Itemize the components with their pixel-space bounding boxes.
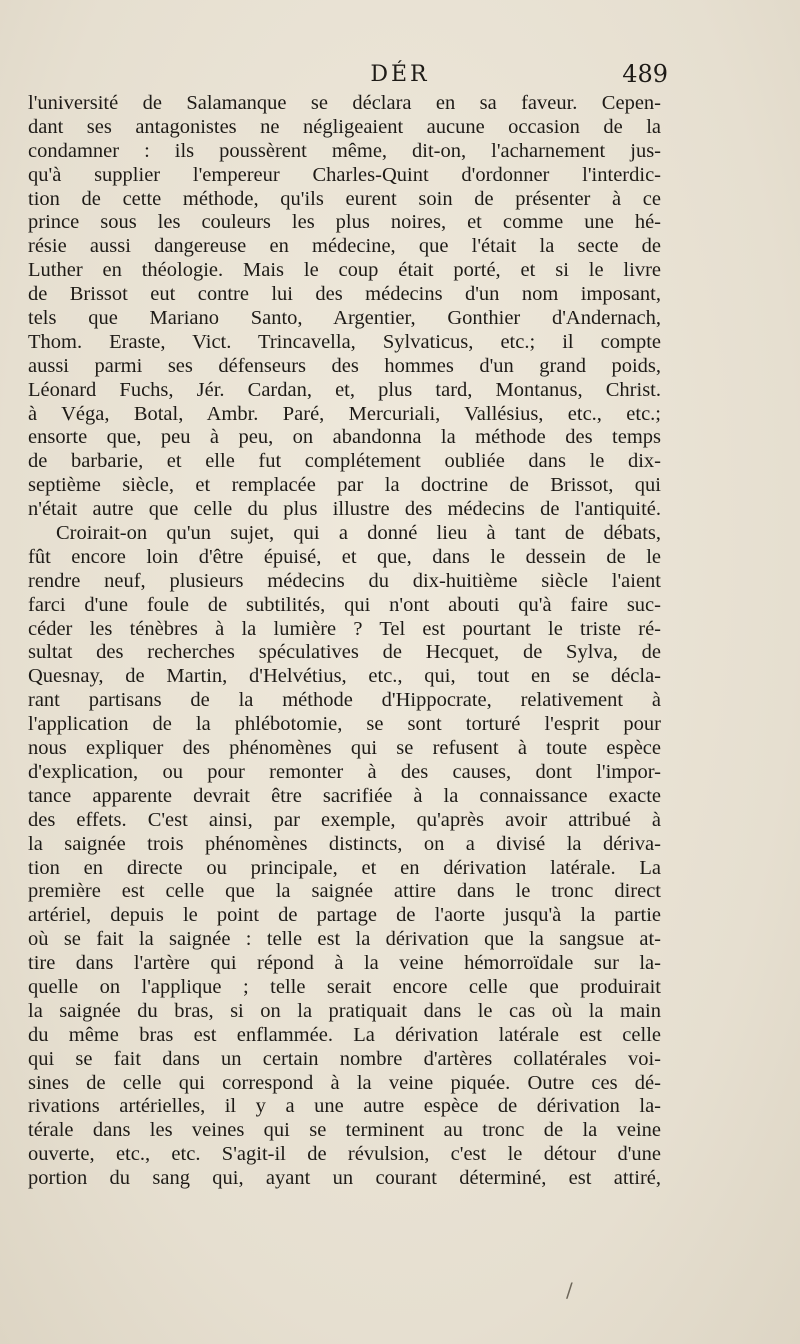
text-line: tels que Mariano Santo, Argentier, Gonthier d'Andernach, bbox=[28, 307, 661, 330]
text-line: aussi parmi ses défenseurs des hommes d'un grand poids, bbox=[28, 354, 661, 377]
footer-mark: / bbox=[566, 1278, 573, 1302]
page-number: 489 bbox=[622, 60, 668, 88]
text-line: première est celle que la saignée attire dans le tronc direct bbox=[28, 880, 661, 903]
text-line: fût encore loin d'être épuisé, et que, dans le dessein de le bbox=[28, 545, 661, 568]
text-line: sines de celle qui correspond à la veine piquée. Outre ces dé- bbox=[28, 1071, 661, 1094]
text-line: prince sous les couleurs les plus noires, et comme une hé- bbox=[28, 211, 661, 234]
text-line: résie aussi dangereuse en médecine, que l'était la secte de bbox=[28, 235, 661, 258]
text-line: rant partisans de la méthode d'Hippocrate, relativement à bbox=[28, 689, 661, 712]
body-text bbox=[28, 92, 661, 1191]
text-line: artériel, depuis le point de partage de l'aorte jusqu'à la partie bbox=[28, 904, 661, 927]
text-line: septième siècle, et remplacée par la doctrine de Brissot, qui bbox=[28, 474, 661, 497]
text-line: tion de cette méthode, qu'ils eurent soin de présenter à ce bbox=[28, 187, 661, 210]
text-line: Thom. Eraste, Vict. Trincavella, Sylvaticus, etc.; il compte bbox=[28, 330, 661, 353]
text-line: rivations artérielles, il y a une autre espèce de dérivation la- bbox=[28, 1095, 661, 1118]
running-head: DÉR bbox=[370, 62, 430, 87]
text-line: de Brissot eut contre lui des médecins d'un nom imposant, bbox=[28, 283, 661, 306]
text-line: des effets. C'est ainsi, par exemple, qu'après avoir attribué à bbox=[28, 808, 661, 831]
text-line: Croirait-on qu'un sujet, qui a donné lieu à tant de débats, bbox=[56, 522, 661, 545]
text-line: quelle on l'applique ; telle serait encore celle que produirait bbox=[28, 975, 661, 998]
text-line: d'explication, ou pour remonter à des causes, dont l'impor- bbox=[28, 760, 661, 783]
text-line: l'application de la phlébotomie, se sont torturé l'esprit pour bbox=[28, 713, 661, 736]
text-line: de barbarie, et elle fut complétement oubliée dans le dix- bbox=[28, 450, 661, 473]
text-line: tion en directe ou principale, et en dérivation latérale. La bbox=[28, 856, 661, 879]
text-line: la saignée du bras, si on la pratiquait dans le cas où la main bbox=[28, 999, 661, 1022]
text-line: sultat des recherches spéculatives de Hecquet, de Sylva, de bbox=[28, 641, 661, 664]
text-line: ouverte, etc., etc. S'agit-il de révulsion, c'est le détour d'une bbox=[28, 1143, 661, 1166]
text-line: portion du sang qui, ayant un courant déterminé, est attiré, bbox=[28, 1167, 661, 1190]
text-line: à Véga, Botal, Ambr. Paré, Mercuriali, Vallésius, etc., etc.; bbox=[28, 402, 661, 425]
text-line: la saignée trois phénomènes distincts, on a divisé la dériva- bbox=[28, 832, 661, 855]
text-line: qu'à supplier l'empereur Charles-Quint d'ordonner l'interdic- bbox=[28, 163, 661, 186]
page-header bbox=[0, 58, 800, 92]
text-line: nous expliquer des phénomènes qui se refusent à toute espèce bbox=[28, 737, 661, 760]
text-line: où se fait la saignée : telle est la dérivation que la sangsue at- bbox=[28, 928, 661, 951]
text-line: rendre neuf, plusieurs médecins du dix-huitième siècle l'aient bbox=[28, 569, 661, 592]
text-line: qui se fait dans un certain nombre d'artères collatérales voi- bbox=[28, 1047, 661, 1070]
text-line: condamner : ils poussèrent même, dit-on, l'acharnement jus- bbox=[28, 139, 661, 162]
text-line: céder les ténèbres à la lumière ? Tel est pourtant le triste ré- bbox=[28, 617, 661, 640]
text-line: Léonard Fuchs, Jér. Cardan, et, plus tard, Montanus, Christ. bbox=[28, 378, 661, 401]
text-line: farci d'une foule de subtilités, qui n'ont abouti qu'à faire suc- bbox=[28, 593, 661, 616]
text-line: dant ses antagonistes ne négligeaient aucune occasion de la bbox=[28, 115, 661, 138]
text-line: ensorte que, peu à peu, on abandonna la méthode des temps bbox=[28, 426, 661, 449]
text-line: Quesnay, de Martin, d'Helvétius, etc., qui, tout en se décla- bbox=[28, 665, 661, 688]
text-line: n'était autre que celle du plus illustre des médecins de l'antiquité. bbox=[28, 498, 661, 521]
text-line: l'université de Salamanque se déclara en sa faveur. Cepen- bbox=[28, 92, 661, 114]
text-line: tire dans l'artère qui répond à la veine hémorroïdale sur la- bbox=[28, 952, 661, 975]
text-line: tance apparente devrait être sacrifiée à la connaissance exacte bbox=[28, 784, 661, 807]
text-line: Luther en théologie. Mais le coup était porté, et si le livre bbox=[28, 259, 661, 282]
text-line: du même bras est enflammée. La dérivation latérale est celle bbox=[28, 1023, 661, 1046]
text-line: térale dans les veines qui se terminent au tronc de la veine bbox=[28, 1119, 661, 1142]
